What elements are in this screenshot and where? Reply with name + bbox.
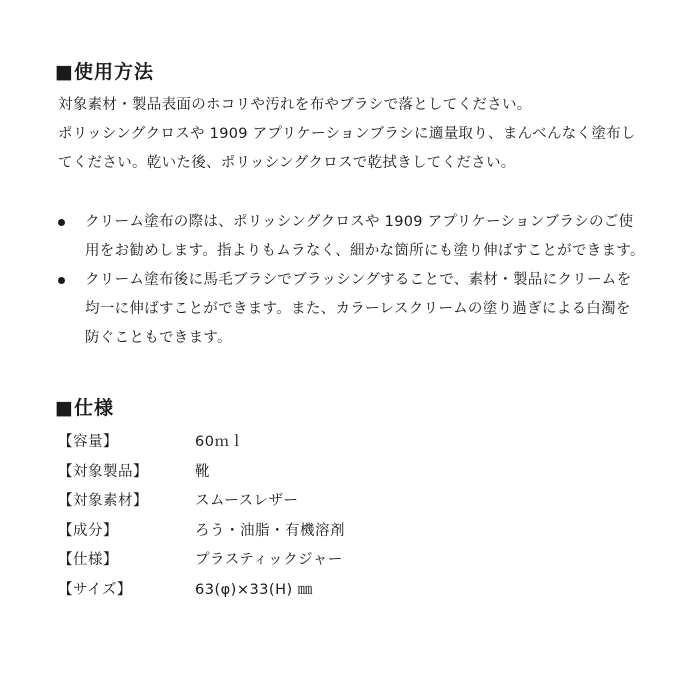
spec-row bbox=[58, 517, 345, 547]
usage-line: てください。乾いた後、ポリッシングクロスで乾拭きしてください。 bbox=[58, 155, 516, 171]
usage-notes-list bbox=[58, 208, 668, 353]
note-line: 防ぐこともできます。 bbox=[85, 330, 232, 346]
spec-label: 【対象素材】 bbox=[58, 493, 148, 509]
note-line: 均一に伸ばすことができます。また、カラーレスクリームの塗り過ぎによる白濁を bbox=[85, 301, 631, 317]
spec-row bbox=[58, 576, 345, 606]
spec-row bbox=[58, 546, 345, 576]
note-line: クリーム塗布後に馬毛ブラシでブラッシングすることで、素材・製品にクリームを bbox=[85, 272, 632, 288]
spec-heading: ■仕様 bbox=[55, 397, 114, 419]
spec-value: スムースレザー bbox=[195, 493, 299, 509]
bullet-icon bbox=[58, 219, 65, 226]
spec-value: 靴 bbox=[195, 463, 210, 480]
usage-line: ポリッシングクロスや 1909 アプリケーションブラシに適量取り、まんべんなく塗布し bbox=[58, 126, 636, 142]
spec-row bbox=[58, 428, 345, 458]
spec-label: 【仕様】 bbox=[58, 552, 118, 568]
spec-value: 60ｍｌ bbox=[195, 434, 245, 450]
spec-label: 【対象製品】 bbox=[58, 463, 148, 480]
usage-line: 対象素材・製品表面のホコリや汚れを布やブラシで落としてください。 bbox=[58, 97, 532, 113]
usage-instructions bbox=[58, 91, 658, 178]
spec-label: 【サイズ】 bbox=[58, 581, 132, 598]
spec-value: プラスティックジャー bbox=[195, 552, 343, 568]
bullet-icon bbox=[58, 277, 65, 284]
usage-note-item bbox=[58, 266, 668, 353]
spec-value: ろう・油脂・有機溶剤 bbox=[195, 522, 345, 539]
spec-row bbox=[58, 487, 345, 517]
spec-row bbox=[58, 458, 345, 488]
note-line: 用をお勧めします。指よりもムラなく、細かな箇所にも塗り伸ばすことができます。 bbox=[85, 243, 645, 259]
note-line: クリーム塗布の際は、ポリッシングクロスや 1909 アプリケーションブラシのご使 bbox=[85, 214, 634, 230]
spec-label: 【容量】 bbox=[58, 434, 118, 450]
usage-note-item bbox=[58, 208, 668, 266]
spec-table bbox=[58, 428, 345, 605]
spec-label: 【成分】 bbox=[58, 522, 118, 539]
spec-value: 63(φ)×33(H) ㎜ bbox=[195, 581, 313, 598]
usage-heading: ■使用方法 bbox=[55, 61, 154, 83]
